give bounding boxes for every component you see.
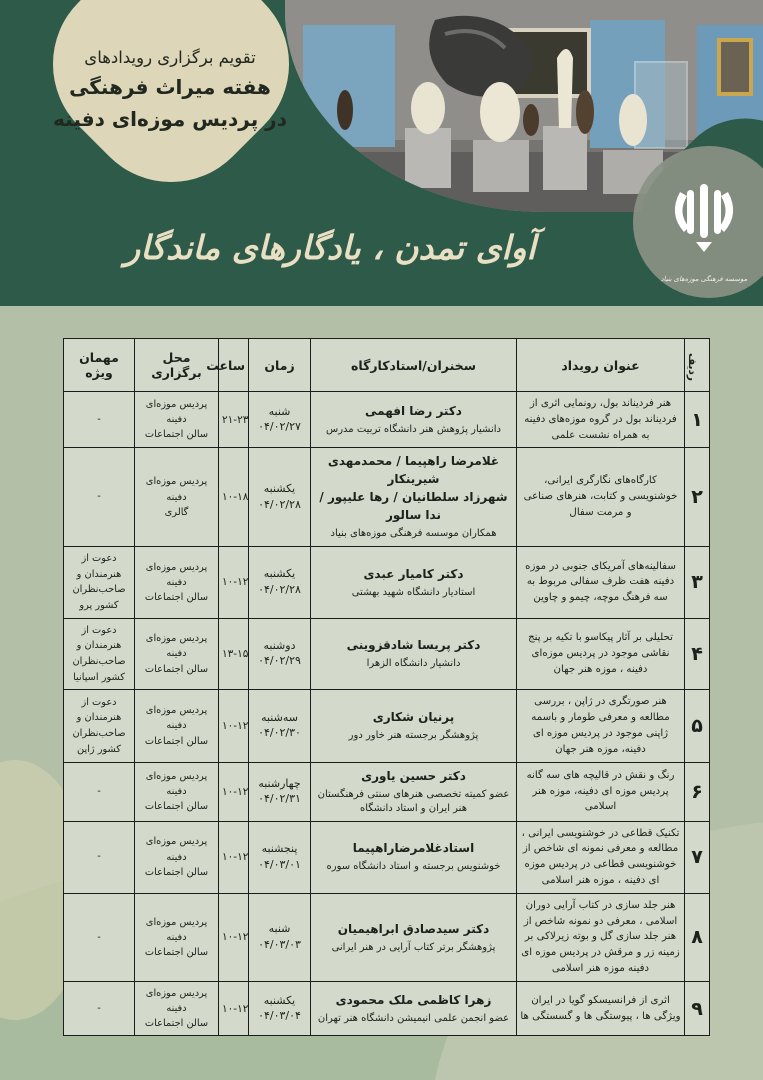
venue-line2: سالن اجتماعات: [144, 946, 209, 958]
event-title: تکنیک قطاعی در خوشنویسی ایرانی ، مطالعه و معرفی نمونه ای شاخص از خوشنویسی قطاعی در پردیس موزه ای دفینه ، موزه هنر اسلامی: [517, 821, 685, 893]
row-number: ۵: [685, 690, 710, 762]
venue-line2: سالن اجتماعات: [144, 801, 209, 813]
logo-caption: موسسه فرهنگی موزه‌های بنیاد: [660, 274, 748, 283]
date-cell: [249, 981, 311, 1036]
venue-line2: سالن اجتماعات: [144, 429, 209, 441]
badge-line-1: تقویم برگزاری رویدادهای: [84, 48, 256, 67]
hours: ۱۰-۱۲: [219, 546, 249, 618]
speaker-name: دکتر کامیار عبدی: [363, 566, 464, 581]
speaker-name: دکتر رضا افهمی: [365, 403, 462, 418]
speaker-affiliation: استادیار دانشگاه شهید بهشتی: [351, 586, 476, 598]
venue-cell: [135, 690, 219, 762]
speaker-cell: [311, 448, 517, 547]
hours: ۱۰-۱۲: [219, 690, 249, 762]
venue-line1: پردیس موزه‌ای دفینه: [145, 705, 208, 732]
venue-cell: [135, 762, 219, 821]
date-cell: [249, 392, 311, 448]
speaker-affiliation: خوشنویس برجسته و استاد دانشگاه سوره: [326, 861, 501, 873]
header-hour: ساعت: [219, 339, 249, 392]
table-row: [64, 690, 710, 762]
header-event-title: عنوان رویداد: [517, 339, 685, 392]
header-row-number: ردیف: [685, 339, 710, 392]
hours: ۱۰-۱۲: [219, 981, 249, 1036]
speaker-name: دکتر سیدصادق ابراهیمیان: [337, 921, 490, 936]
speaker-affiliation: پژوهشگر برتر کتاب آرایی در هنر ایرانی: [331, 941, 496, 953]
venue-cell: [135, 821, 219, 893]
hours: ۱۰-۱۲: [219, 762, 249, 821]
row-number: ۸: [685, 893, 710, 981]
speaker-affiliation: دانشیار دانشگاه الزهرا: [366, 658, 461, 670]
row-number: ۶: [685, 762, 710, 821]
hours: ۱۰-۱۲: [219, 893, 249, 981]
weekday: یکشنبه: [263, 993, 296, 1007]
speaker-name: استادغلامرضاراهپیما: [352, 841, 475, 856]
table-row: [64, 448, 710, 547]
weekday: سه‌شنبه: [261, 710, 298, 724]
venue-cell: [135, 893, 219, 981]
date-cell: [249, 546, 311, 618]
weekday: یکشنبه: [263, 567, 296, 581]
speaker-cell: [311, 618, 517, 690]
speaker-name: غلامرضا راهپیما / محمدمهدی شیرینکار: [327, 454, 500, 487]
event-title: کارگاه‌های نگارگری ایرانی، خوشنویسی و کتابت، هنرهای صناعی و مرمت سفال: [517, 448, 685, 547]
date-value: ۰۴/۰۳/۰۳: [258, 937, 301, 951]
header-date: زمان: [249, 339, 311, 392]
weekday: یکشنبه: [263, 482, 296, 496]
weekday: دوشنبه: [263, 639, 296, 653]
venue-line2: سالن اجتماعات: [144, 735, 209, 747]
venue-cell: [135, 546, 219, 618]
hours: ۱۰-۱۲: [219, 821, 249, 893]
speaker-cell: [311, 893, 517, 981]
venue-line1: پردیس موزه‌ای دفینه: [145, 916, 208, 943]
row-number: ۱: [685, 392, 710, 448]
calligraphy-title: آوای تمدن ، یادگارهای ماندگار: [124, 228, 536, 267]
row-number: ۷: [685, 821, 710, 893]
speaker-affiliation: عضو انجمن علمی انیمیشن دانشگاه هنر تهران: [317, 1012, 510, 1024]
venue-line1: پردیس موزه‌ای دفینه: [145, 836, 208, 863]
special-guest: -: [64, 448, 135, 547]
date-cell: [249, 690, 311, 762]
special-guest: -: [64, 821, 135, 893]
venue-line1: پردیس موزه‌ای دفینه: [145, 476, 208, 503]
venue-line1: پردیس موزه‌ای دفینه: [145, 987, 208, 1015]
speaker-name: دکتر پریسا شادقزوینی: [346, 638, 481, 653]
table-row: [64, 546, 710, 618]
speaker-name: زهرا کاظمی ملک محمودی: [335, 992, 492, 1007]
date-value: ۰۴/۰۲/۲۸: [258, 582, 301, 596]
table-row: [64, 981, 710, 1036]
speaker-affiliation: پژوهشگر برجسته هنر خاور دور: [348, 730, 479, 742]
date-cell: [249, 893, 311, 981]
row-number: ۳: [685, 546, 710, 618]
hours: ۲۱-۲۳: [219, 392, 249, 448]
hours: ۱۳-۱۵: [219, 618, 249, 690]
date-cell: [249, 448, 311, 547]
venue-line1: پردیس موزه‌ای دفینه: [145, 561, 208, 588]
speaker-name-2: شهرزاد سلطانیان / رها علیپور / ندا سالور: [319, 490, 508, 523]
table-row: [64, 893, 710, 981]
date-cell: [249, 821, 311, 893]
date-cell: [249, 762, 311, 821]
events-schedule-table: [63, 338, 710, 1036]
venue-line1: پردیس موزه‌ای دفینه: [145, 770, 208, 797]
speaker-cell: [311, 392, 517, 448]
header-speaker: سخنران/استادکارگاه: [311, 339, 517, 392]
special-guest: -: [64, 893, 135, 981]
event-title: هنر جلد سازی در کتاب آرایی دوران اسلامی ، معرفی دو نمونه شاخص از هنر جلد سازی گل و بوته زیرلاکی بر زمینه زر و مرقش در پردیس موزه ای دفینه موزه هنر اسلامی: [517, 893, 685, 981]
row-number: ۹: [685, 981, 710, 1036]
event-title: اثری از فرانسیسکو گویا در ایران ویژگی ها ، پیوستگی ها و گسستگی ها: [517, 981, 685, 1036]
row-number: ۴: [685, 618, 710, 690]
header-special-guest: مهمان ویژه: [64, 339, 135, 392]
hero-header: [0, 0, 763, 306]
event-title: هنر فردیناند بول، رونمایی اثری از فردیناند بول در گروه موزه‌های دفینه به همراه نشست علمی: [517, 392, 685, 448]
badge-line-2: هفته میراث فرهنگی: [69, 75, 271, 99]
speaker-affiliation: دانشیار پژوهش هنر دانشگاه تربیت مدرس: [326, 423, 501, 435]
date-value: ۰۴/۰۲/۲۷: [258, 420, 301, 434]
venue-line2: گالری: [164, 506, 189, 518]
speaker-name: دکتر حسین یاوری: [361, 768, 466, 783]
tulip-emblem-icon: [656, 176, 752, 268]
table-row: [64, 762, 710, 821]
venue-line2: سالن اجتماعات: [144, 663, 209, 675]
table-row: [64, 821, 710, 893]
date-value: ۰۴/۰۲/۳۰: [258, 726, 301, 740]
date-cell: [249, 618, 311, 690]
row-number: ۲: [685, 448, 710, 547]
speaker-cell: [311, 690, 517, 762]
weekday: پنجشنبه: [261, 842, 298, 856]
table-header-row: [64, 339, 710, 392]
speaker-cell: [311, 546, 517, 618]
date-value: ۰۴/۰۳/۰۱: [258, 857, 301, 871]
venue-cell: [135, 448, 219, 547]
hours: ۱۰-۱۸: [219, 448, 249, 547]
header-venue: محل برگزاری: [135, 339, 219, 392]
special-guest: دعوت از هنرمندان و صاحب‌نظران کشور ژاپن: [64, 690, 135, 762]
organization-logo: [656, 176, 752, 283]
speaker-name: پرنیان شکاری: [372, 710, 455, 725]
venue-line1: پردیس موزه‌ای دفینه: [145, 398, 208, 426]
venue-cell: [135, 618, 219, 690]
venue-line2: سالن اجتماعات: [144, 591, 209, 603]
special-guest: دعوت از هنرمندان و صاحب‌نظران کشور پرو: [64, 546, 135, 618]
date-value: ۰۴/۰۲/۲۹: [258, 654, 301, 668]
venue-cell: [135, 981, 219, 1036]
weekday: شنبه: [268, 404, 291, 418]
event-title: رنگ و نقش در قالیچه های سه گانه پردیس موزه ای دفینه، موزه هنر اسلامی: [517, 762, 685, 821]
date-value: ۰۴/۰۳/۰۴: [258, 1009, 301, 1023]
speaker-affiliation: همکاران موسسه فرهنگی موزه‌های بنیاد: [330, 528, 497, 540]
event-title: سفالینه‌های آمریکای جنوبی در موزه دفینه هفت ظرف سفالی مربوط به سه فرهنگ موچه، چیمو و چاوین: [517, 546, 685, 618]
special-guest: -: [64, 392, 135, 448]
date-value: ۰۴/۰۲/۳۱: [258, 792, 301, 805]
special-guest: دعوت از هنرمندان و صاحب‌نظران کشور اسپانیا: [64, 618, 135, 690]
special-guest: -: [64, 762, 135, 821]
speaker-affiliation: عضو کمیته تخصصی هنرهای سنتی فرهنگستان هنر ایران و استاد دانشگاه: [317, 788, 510, 815]
table-row: [64, 392, 710, 448]
speaker-cell: [311, 821, 517, 893]
venue-line1: پردیس موزه‌ای دفینه: [145, 633, 208, 660]
special-guest: -: [64, 981, 135, 1036]
speaker-cell: [311, 762, 517, 821]
speaker-cell: [311, 981, 517, 1036]
weekday: شنبه: [268, 922, 291, 936]
venue-cell: [135, 392, 219, 448]
date-value: ۰۴/۰۲/۲۸: [258, 497, 301, 511]
venue-line2: سالن اجتماعات: [144, 1018, 209, 1030]
venue-line2: سالن اجتماعات: [144, 866, 209, 878]
table-row: [64, 618, 710, 690]
event-title: تحلیلی بر آثار پیکاسو با تکیه بر پنج نقاشی موجود در پردیس موزه‌ای دفینه ، موزه هنر جهان: [517, 618, 685, 690]
event-title: هنر صورتگری در ژاپن ، بررسی مطالعه و معرفی طومار و باسمه ژاپنی موجود در پردیس موزه ای دفینه، موزه هنر جهان: [517, 690, 685, 762]
badge-line-3: در پردیس موزه‌ای دفینه: [53, 107, 287, 131]
weekday: چهارشنبه: [258, 776, 301, 790]
title-badge: [20, 18, 320, 131]
